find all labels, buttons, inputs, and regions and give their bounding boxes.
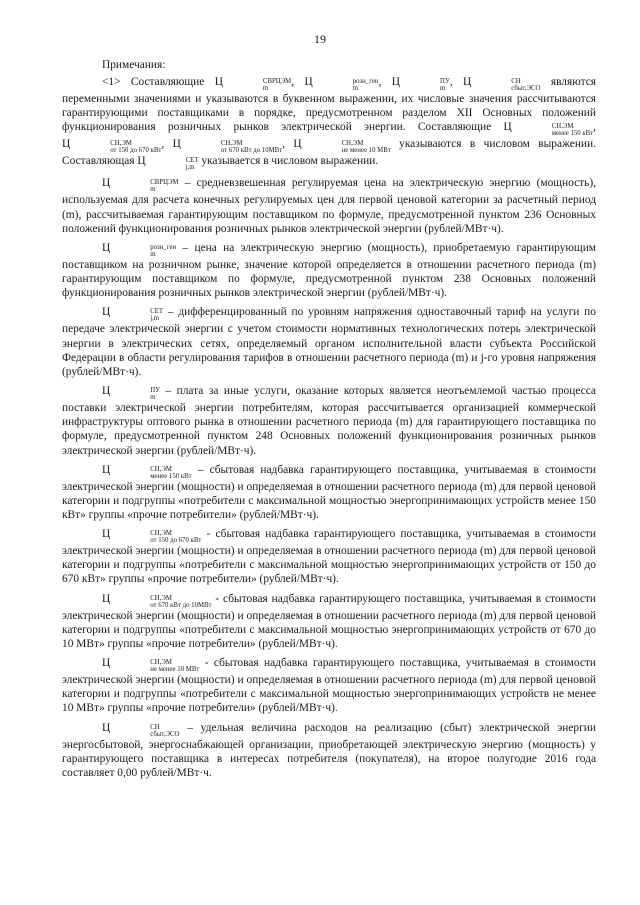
definition-pu: Ц ПУ m – плата за иные услуги, оказание которых является неотъемлемой частью процесса поставки электрической энергии потребителям, которая рассчитывается организацией коммерческой инфраструктуры оптового рынка в отношении расчетного периода (m) для гарантирующего поставщика по формуле, предусмотренной пунктом 248 Основных положений функционирования розничных рынков электрической энергии (рублей/МВт·ч).	[62, 385, 596, 457]
definition-pozn-gen: Ц розн_ген m – цена на электрическую энергию (мощность), приобретаемую гарантирующим поставщиком на розничном рынке, значение которой определяется в отношении расчетного периода (m) гарантирующим поставщиком по формуле, предусмотренной пунктом 238 Основных положений функционирования розничных рынков электрической энергии (рублей/МВт·ч).	[62, 241, 596, 300]
symbol-ge10: Ц СН,ЭМ не менее 10 МВт	[293, 138, 391, 155]
intro-marker: <1> Составляющие	[102, 76, 205, 89]
definition-ge10: Ц СН,ЭМ не менее 10 МВт - сбытовая надбавка гарантирующего поставщика, учитываемая в стоимости электрической энергии (мощности) и определяемая в отношении расчетного периода (m) для первой ценовой категории и подгруппы «потребители с максимальной мощностью энергопринимающих устройств не менее 10 МВт» группы «прочие потребители» (рублей/МВт·ч).	[62, 657, 596, 715]
symbol-lt150: Ц СН,ЭМ менее 150 кВт	[503, 121, 594, 138]
definition-sbyt-eso: Ц СН сбыт,ЭСО – удельная величина расходов на реализацию (сбыт) электрической энергии энергосбытовой, энергоснабжающей организации, приобретающей электрическую энергию (мощность) у гарантирующего поставщика в интересах потребителя (покупателя), на второе полугодие 2016 года составляет 0,00 рублей/МВт·ч.	[62, 721, 596, 779]
symbol-pozn-gen: Ц розн_ген m	[304, 76, 379, 93]
definition-150-670: Ц СН,ЭМ от 150 до 670 кВт - сбытовая надбавка гарантирующего поставщика, учитываемая в стоимости электрической энергии (мощности) и определяемая в отношении расчетного периода (m) для первой ценовой категории и подгруппы «потребители с максимальной мощностью энергопринимающих устройств от 150 до 670 кВт» группы «прочие потребители» (рублей/МВт·ч).	[62, 528, 596, 586]
definition-svrcem: Ц СВРЦЭМ m – средневзвешенная регулируемая цена на электрическую энергию (мощность), используемая для расчета конечных регулируемых цен для первой ценовой категории за расчетный период (m), рассчитываемая гарантирующим поставщиком по формуле, предусмотренной пунктом 236 Основных положений функционирования розничных рынков электрической энергии (рублей/МВт·ч).	[62, 177, 596, 235]
symbol-svrcem: Ц СВРЦЭМ m	[214, 76, 292, 93]
definition-set: Ц СЕТ j,m – дифференцированный по уровням напряжения одноставочный тариф на услуги по передаче электрической энергии с учетом стоимости нормативных технологических потерь электрической энергии в электрических сетях, определяемый органом исполнительной власти субъекта Российской Федерации в области регулирования тарифов в отношении расчетного периода (m) и j-го уровня напряжения (рублей/МВт·ч).	[62, 306, 596, 378]
notes-title: Примечания:	[102, 59, 166, 71]
definition-lt150: Ц СН,ЭМ менее 150 кВт – сбытовая надбавка гарантирующего поставщика, учитываемая в стоимости электрической энергии (мощности) и определяемая в отношении расчетного периода (m) для первой ценовой категории и подгруппы «потребители с максимальной мощностью энергопринимающих устройств менее 150 кВт» группы «прочие потребители» (рублей/МВт·ч).	[62, 463, 596, 521]
intro-paragraph: <1> Составляющие Ц СВРЦЭМ m , Ц розн_ген m , Ц ПУ m , Ц СН сбыт,ЭСО являются переменными значениями и указываются в буквенном выражении, их числовые значения рассчитываются гарантирующими поставщиками в порядке, предусмотренном разделом XII Основных положений функционирования розничных рынков электрической энергии. Составляющие Ц СН,ЭМ менее 150 кВт , Ц СН,ЭМ от 150 до 670 кВт , Ц СН,ЭМ от 670 кВт до 10МВт , Ц СН,ЭМ не менее 10 МВт указываются в числовом выражении. Составляющая Ц СЕТ j,m указывается в числовом выражении.	[62, 76, 596, 172]
symbol-set: Ц СЕТ j,m	[137, 155, 199, 172]
symbol-pu: Ц ПУ m	[391, 76, 450, 93]
intro-text-a: являются переменными значениями и указываются в буквенном выражении, их числовые значения рассчитываются гарантирующими поставщиками в порядке, предусмотренном разделом XII Основных положений функционирования розничных рынков электрической энергии. Составляющие	[62, 76, 596, 134]
definition-670-10: Ц СН,ЭМ от 670 кВт до 10МВт - сбытовая надбавка гарантирующего поставщика, учитываемая в стоимости электрической энергии (мощности) и определяемая в отношении расчетного периода (m) для первой ценовой категории и подгруппы «потребители с максимальной мощностью энергопринимающих устройств от 670 до 10 МВт» группы «прочие потребители» (рублей/МВт·ч).	[62, 592, 596, 650]
notes-body	[62, 58, 596, 780]
intro-text-c: указывается в числовом выражении.	[201, 155, 379, 168]
symbol-150-670: Ц СН,ЭМ от 150 до 670 кВт	[62, 138, 162, 155]
page-number: 19	[314, 32, 326, 46]
symbol-sbyt-eso: Ц СН сбыт,ЭСО	[463, 76, 541, 93]
symbol-670-10: Ц СН,ЭМ от 670 кВт до 10МВт	[172, 138, 283, 155]
intro-text-b: указываются в числовом выражении. Составляющая	[62, 138, 596, 168]
